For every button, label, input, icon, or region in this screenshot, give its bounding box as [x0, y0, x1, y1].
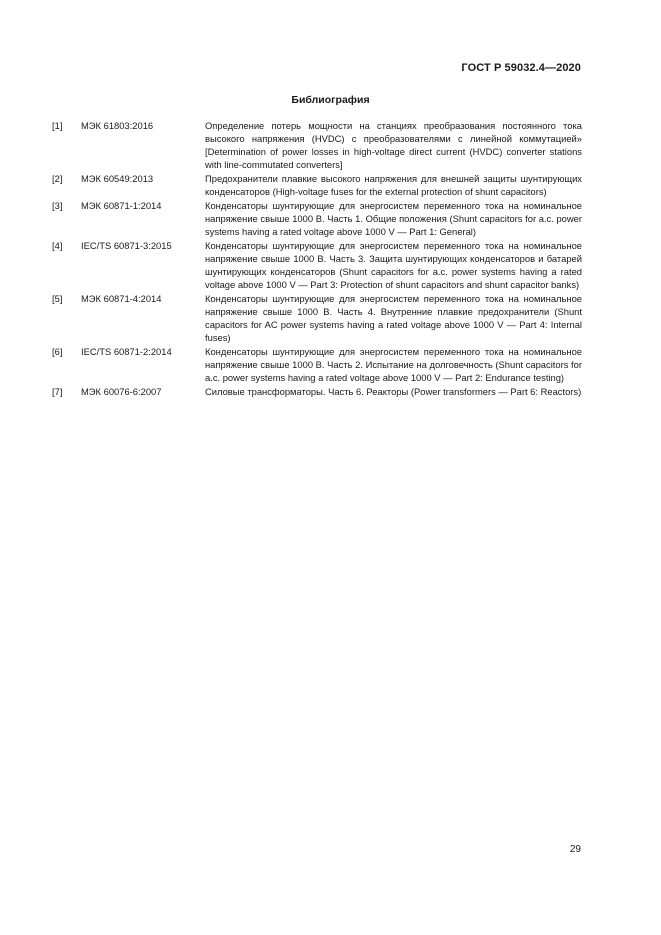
entry-description: Конденсаторы шунтирующие для энергосистем переменного тока на номинальное напряжение свыше 1000 В. Часть 2. Испытание на долговечность (Shunt capacitors for a.c. power systems having a rated voltage above 1000 V — Part 2: Endurance testing) [205, 346, 582, 383]
entry-number: [2] [52, 173, 63, 184]
bibliography-entry [52, 292, 582, 344]
entry-description: Конденсаторы шунтирующие для энергосистем переменного тока на номинальное напряжение свыше 1000 В. Часть 3. Защита шунтирующих конденсаторов и батарей шунтирующих конденсаторов (Shunt capacitors for a.c. power systems having a rated voltage above 1000 V — Part 3: Protection of shunt capacitors and shunt capacitor banks) [205, 240, 582, 290]
bibliography-entry [52, 239, 582, 291]
entry-standard-code: МЭК 60549:2013 [81, 173, 154, 184]
entry-description: Конденсаторы шунтирующие для энергосистем переменного тока на номинальное напряжение свыше 1000 В. Часть 1. Общие положения (Shunt capacitors for a.c. power systems having a rated voltage above 1000 V — Part 1: General) [205, 200, 582, 237]
entry-number: [4] [52, 240, 63, 251]
entry-description: Определение потерь мощности на станциях преобразования постоянного тока высокого напряжения (HVDC) с преобразователями с линейной коммутацией» [Determination of power losses in high-voltage direct current (HVDC) converter stations with line-commutated converters] [205, 120, 582, 170]
page-number: 29 [569, 844, 581, 855]
bibliography-entry [52, 199, 582, 238]
bibliography-entry [52, 172, 582, 198]
entry-standard-code: МЭК 60871-4:2014 [81, 293, 162, 304]
bibliography-entry [52, 119, 582, 171]
entry-standard-code: МЭК 60871-1:2014 [81, 200, 162, 211]
entry-description: Конденсаторы шунтирующие для энергосистем переменного тока на номинальное напряжение свыше 1000 В. Часть 4. Внутренние плавкие предохранители (Shunt capacitors for AC power systems having a rated voltage above 1000 V — Part 4: Internal fuses) [205, 293, 582, 343]
entry-number: [3] [52, 200, 63, 211]
entry-number: [5] [52, 293, 63, 304]
bibliography-title: Библиография [291, 94, 370, 106]
bibliography-entry [52, 385, 582, 398]
entry-number: [1] [52, 120, 63, 131]
entry-description: Силовые трансформаторы. Часть 6. Реакторы (Power transformers — Part 6: Reactors) [205, 386, 582, 397]
entry-standard-code: МЭК 60076-6:2007 [81, 386, 162, 397]
document-code: ГОСТ Р 59032.4—2020 [461, 62, 581, 74]
entry-standard-code: МЭК 61803:2016 [81, 120, 154, 131]
entry-number: [7] [52, 386, 63, 397]
entry-standard-code: IEC/TS 60871-2:2014 [81, 346, 172, 357]
entry-standard-code: IEC/TS 60871-3:2015 [81, 240, 172, 251]
bibliography-entry [52, 345, 582, 384]
entry-description: Предохранители плавкие высокого напряжения для внешней защиты шунтирующих конденсаторов (High-voltage fuses for the external protection of shunt capacitors) [205, 173, 582, 197]
entry-number: [6] [52, 346, 63, 357]
bibliography-list [52, 119, 582, 399]
